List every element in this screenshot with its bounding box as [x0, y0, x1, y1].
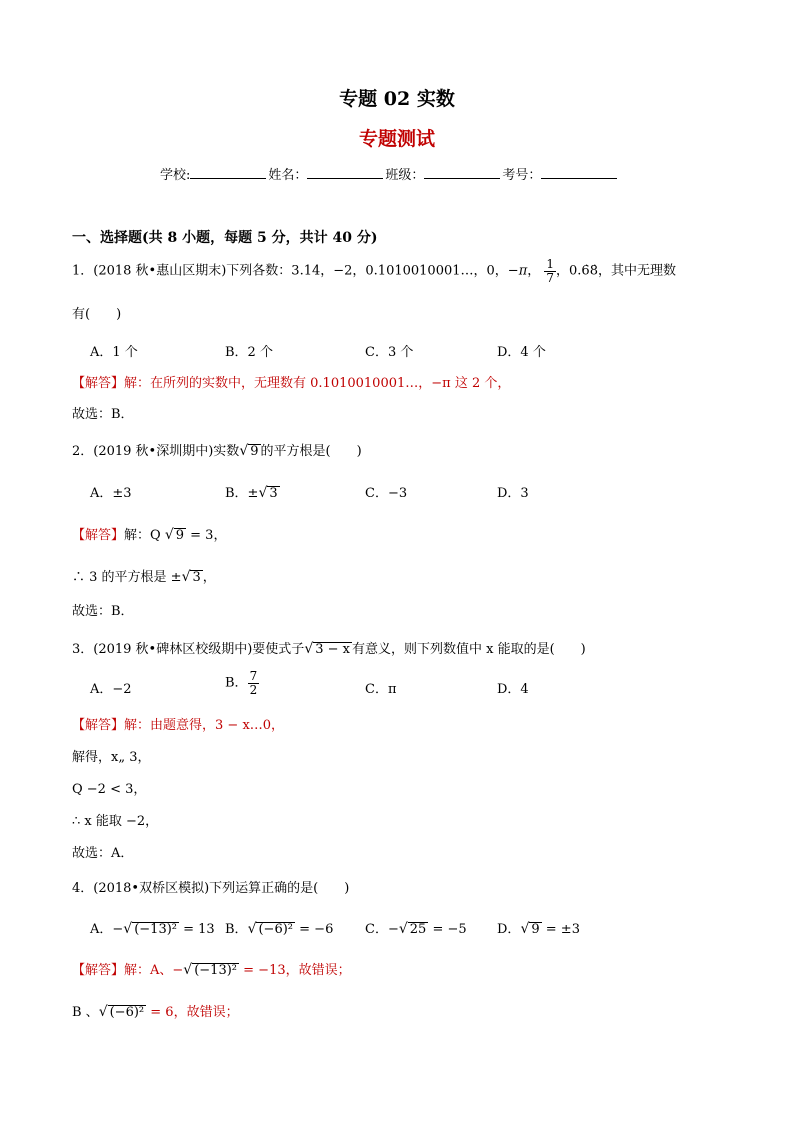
q4-option-c[interactable]: C．−√ 25 = −5 — [365, 921, 467, 937]
q3-line-3: ∴ x 能取 −2， — [72, 814, 159, 829]
q3-option-d[interactable]: D．4 — [497, 682, 529, 697]
q1-sep: ， — [527, 263, 541, 279]
number-label: 考号： — [502, 168, 542, 183]
q2-stem: 2．(2019 秋•深圳期中)实数√ 9 的平方根是( ) — [72, 443, 362, 459]
school-label: 学校: — [160, 168, 191, 183]
q1-answer-tag: 【解答】 — [72, 376, 125, 391]
q2-choice: 故选：B． — [72, 604, 134, 619]
q4-answer-line2: B 、√ (−6)² = 6，故错误； — [72, 1004, 239, 1020]
q2-option-c[interactable]: C．−3 — [365, 486, 408, 501]
q1-option-c[interactable]: C．3 个 — [365, 345, 414, 360]
q3-choice: 故选：A． — [72, 846, 134, 861]
name-label: 姓名： — [268, 168, 308, 183]
student-info-line — [160, 164, 619, 183]
q3-option-c[interactable]: C．π — [365, 682, 397, 697]
q4-option-a[interactable]: A．−√ (−13)² = 13 — [90, 921, 215, 937]
q3-line-2: Q −2 < 3， — [72, 782, 147, 797]
q1-stem-line2: 有( ) — [72, 307, 122, 322]
q1-fraction: $\frac{1}{7}$ — [546, 257, 555, 285]
q2-option-b[interactable]: B．±√ 3 — [225, 485, 278, 501]
q2-answer: 【解答】解：Q √ 9 = 3， — [72, 527, 227, 543]
number-blank[interactable] — [541, 166, 617, 179]
document-subtitle: 专题测试 — [358, 128, 435, 150]
q3-line-1: 解得，x„ 3， — [72, 750, 151, 765]
q1-answer — [72, 372, 510, 391]
q3-answer: 【解答】解：由题意得，3 − x…0， — [72, 718, 285, 733]
q1-option-b[interactable]: B．2 个 — [225, 345, 273, 360]
q1-pi: π — [518, 263, 528, 279]
q4-option-d[interactable]: D．√ 9 = ±3 — [497, 921, 580, 937]
q4-answer: 【解答】解：A、−√ (−13)² = −13，故错误； — [72, 962, 351, 978]
q3-radicand: 3 − x — [315, 642, 350, 657]
q1-choice: 故选：B． — [72, 407, 134, 422]
q4-stem: 4．(2018•双桥区模拟)下列运算正确的是( ) — [72, 881, 350, 896]
document-title: 专题 02 实数 — [339, 88, 455, 110]
section-heading: 一、选择题(共 8 小题，每题 5 分，共计 40 分) — [72, 230, 378, 246]
q1-option-d[interactable]: D．4 个 — [497, 345, 546, 360]
q3-stem: 3．(2019 秋•碑林区校级期中)要使式子√ 3 − x 有意义，则下列数值中 x 能取的是( ) — [72, 641, 586, 657]
school-blank[interactable] — [190, 166, 266, 179]
q1-option-a[interactable]: A．1 个 — [90, 345, 138, 360]
q3-option-a[interactable]: A．−2 — [90, 682, 132, 697]
q4-option-b[interactable]: B．√ (−6)² = −6 — [225, 921, 334, 937]
name-blank[interactable] — [307, 166, 383, 179]
q3-option-b[interactable]: B． $\frac{7}{2}$ — [225, 669, 258, 697]
q1-tail: ，0.6̇8̇，其中无理数 — [556, 263, 676, 279]
q2-option-d[interactable]: D．3 — [497, 486, 529, 501]
q1-prefix: 1．(2018 秋•惠山区期末)下列各数：3.14，−2，0.1010010001…，0，− — [72, 263, 519, 279]
class-label: 班级： — [385, 168, 425, 183]
q1-answer-text: 解：在所列的实数中，无理数有 0.1010010001…，−π 这 2 个， — [124, 376, 511, 391]
q2-option-a[interactable]: A．±3 — [90, 486, 132, 501]
q1-stem — [72, 258, 676, 284]
q2-radicand: 9 — [250, 444, 259, 459]
class-blank[interactable] — [424, 166, 500, 179]
q2-answer-line2: ∴ 3 的平方根是 ±√ 3 ， — [72, 569, 216, 585]
